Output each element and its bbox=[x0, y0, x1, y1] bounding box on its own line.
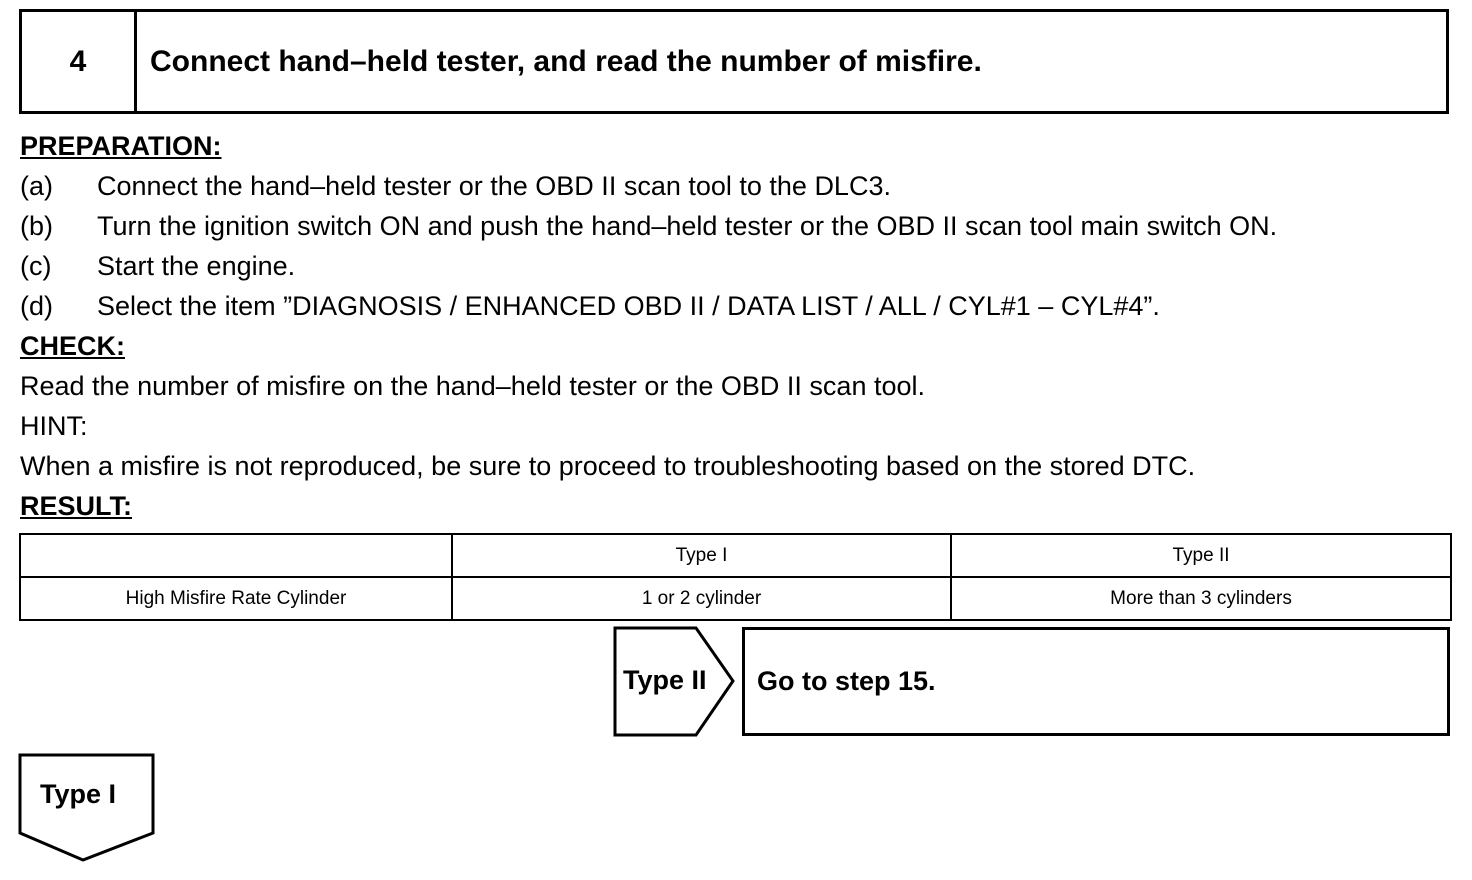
item-text: Start the engine. bbox=[97, 251, 296, 281]
item-text: Turn the ignition switch ON and push the hand–held tester or the OBD II scan tool main switch ON. bbox=[97, 211, 1278, 241]
type1-label: Type I bbox=[40, 779, 117, 809]
item-label: (a) bbox=[20, 171, 53, 201]
type2-label: Type II bbox=[623, 665, 707, 695]
check-text: Read the number of misfire on the hand–held tester or the OBD II scan tool. bbox=[20, 371, 926, 401]
hint-text: When a misfire is not reproduced, be sure to proceed to troubleshooting based on the stored DTC. bbox=[20, 451, 1196, 481]
step-number: 4 bbox=[22, 12, 137, 111]
item-text: Select the item ”DIAGNOSIS / ENHANCED OBD II / DATA LIST / ALL / CYL#1 – CYL#4”. bbox=[97, 291, 1160, 321]
table-header-cell: Type II bbox=[951, 534, 1451, 577]
type2-action: Go to step 15. bbox=[757, 666, 936, 696]
table-header-cell: Type I bbox=[452, 534, 951, 577]
item-label: (d) bbox=[20, 291, 53, 321]
item-label: (c) bbox=[20, 251, 52, 281]
check-heading: CHECK: bbox=[20, 331, 125, 361]
item-label: (b) bbox=[20, 211, 53, 241]
table-cell: 1 or 2 cylinder bbox=[452, 577, 951, 620]
table-cell: More than 3 cylinders bbox=[951, 577, 1451, 620]
hint-label: HINT: bbox=[20, 411, 88, 441]
table-cell: High Misfire Rate Cylinder bbox=[20, 577, 452, 620]
item-text: Connect the hand–held tester or the OBD II scan tool to the DLC3. bbox=[97, 171, 891, 201]
result-heading: RESULT: bbox=[20, 491, 132, 521]
step-title: Connect hand–held tester, and read the number of misfire. bbox=[150, 44, 982, 78]
preparation-heading: PREPARATION: bbox=[20, 131, 222, 161]
go-to-step-box bbox=[742, 627, 1450, 736]
